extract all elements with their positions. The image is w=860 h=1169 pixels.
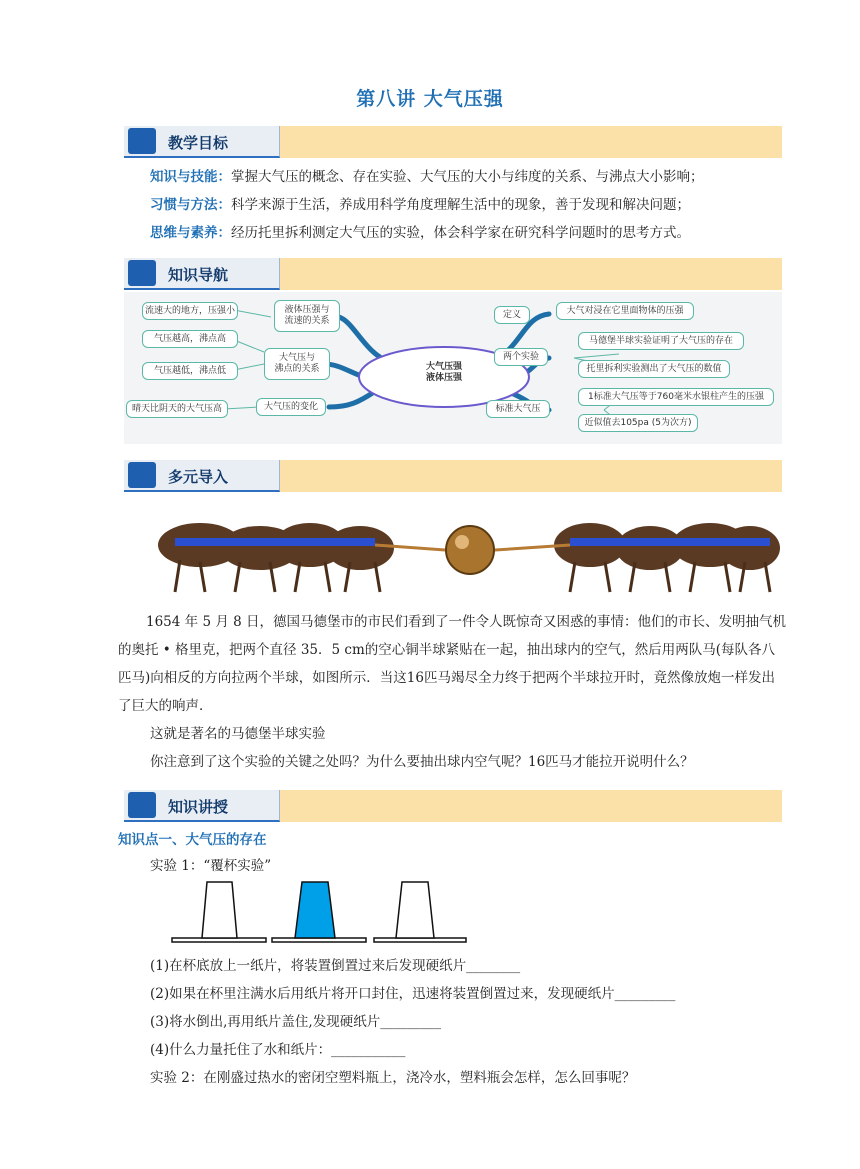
teaching-icon (128, 792, 156, 818)
mind-map-leaf: 气压越高，沸点高 (142, 330, 238, 348)
mind-map-leaf: 近似值去105pa (5为次方) (578, 414, 698, 432)
mind-map-leaf: 大气对浸在它里面物体的压强 (556, 302, 694, 320)
teacher-icon (128, 128, 156, 154)
mind-map-node: 两个实验 (494, 348, 548, 366)
knowledge-point-title: 知识点一、大气压的存在 (118, 832, 267, 848)
mind-map-node: 定义 (494, 306, 530, 324)
mind-map-leaf: 托里拆利实验测出了大气压的数值 (578, 360, 730, 378)
intro-paragraph: 这就是著名的马德堡半球实验 (150, 726, 326, 742)
question-3: (3)将水倒出,再用纸片盖住,发现硬纸片_________ (150, 1014, 441, 1030)
map-icon (128, 260, 156, 286)
page-title: 第八讲 大气压强 (356, 88, 504, 110)
mind-map-node: 大气压的变化 (256, 398, 326, 416)
mind-map-leaf: 马德堡半球实验证明了大气压的存在 (578, 332, 744, 350)
head-icon (128, 462, 156, 488)
mind-map (124, 292, 782, 444)
mind-map-leaf: 流速大的地方，压强小 (142, 302, 238, 320)
experiment-2: 实验 2：在刚盛过热水的密闭空塑料瓶上，浇冷水，塑料瓶会怎样，怎么回事呢？ (150, 1070, 636, 1086)
experiment-1-title: 实验 1：“覆杯实验” (150, 858, 272, 874)
intro-paragraph: 你注意到了这个实验的关键之处吗？为什么要抽出球内空气呢？16匹马才能拉开说明什么？ (150, 754, 694, 770)
section-header-goals: 教学目标 (124, 126, 782, 158)
mind-map-leaf: 气压越低，沸点低 (142, 362, 238, 380)
cup-experiment-image (170, 878, 470, 946)
mind-map-leaf: 晴天比阴天的大气压高 (126, 400, 228, 418)
mind-map-node: 液体压强与 流速的关系 (274, 300, 340, 332)
question-4: (4)什么力量托住了水和纸片：___________ (150, 1042, 406, 1058)
question-1: (1)在杯底放上一纸片，将装置倒置过来后发现硬纸片________ (150, 958, 521, 974)
goal-line-3: 思维与素养：经历托里拆利测定大气压的实验，体会科学家在研究科学问题时的思考方式。 (150, 225, 690, 241)
goal-line-1: 知识与技能：掌握大气压的概念、存在实验、大气压的大小与纬度的关系、与沸点大小影响； (150, 169, 704, 185)
section-header-nav: 知识导航 (124, 258, 782, 290)
section-header-intro: 多元导入 (124, 460, 782, 492)
question-2: (2)如果在杯里注满水后用纸片将开口封住，迅速将装置倒置过来，发现硬纸片_________ (150, 986, 676, 1002)
section-header-lecture: 知识讲授 (124, 790, 782, 822)
magdeburg-horses-image (150, 500, 782, 600)
mind-map-node: 标准大气压 (486, 400, 550, 418)
mind-map-center: 大气压强 液体压强 (425, 362, 462, 383)
intro-paragraph: 1654 年 5 月 8 日，德国马德堡市的市民们看到了一件令人既惊奇又困惑的事情：他们的市长、发明抽气机的奥托 • 格里克，把两个直径 35．5 cm的空心铜半球紧贴在一起，抽出球内的空气，然后用两队马(每队各八匹马)向相反的方向拉两个半球，如图所示．当这16匹马竭尽全力终于把两个半球拉开时，竟然像放炮一样发出了巨大的响声． (118, 614, 786, 714)
goal-line-2: 习惯与方法：科学来源于生活，养成用科学角度理解生活中的现象，善于发现和解决问题； (150, 197, 690, 213)
mind-map-leaf: 1标准大气压等于760毫米水银柱产生的压强 (578, 388, 774, 406)
mind-map-node: 大气压与 沸点的关系 (264, 348, 330, 380)
